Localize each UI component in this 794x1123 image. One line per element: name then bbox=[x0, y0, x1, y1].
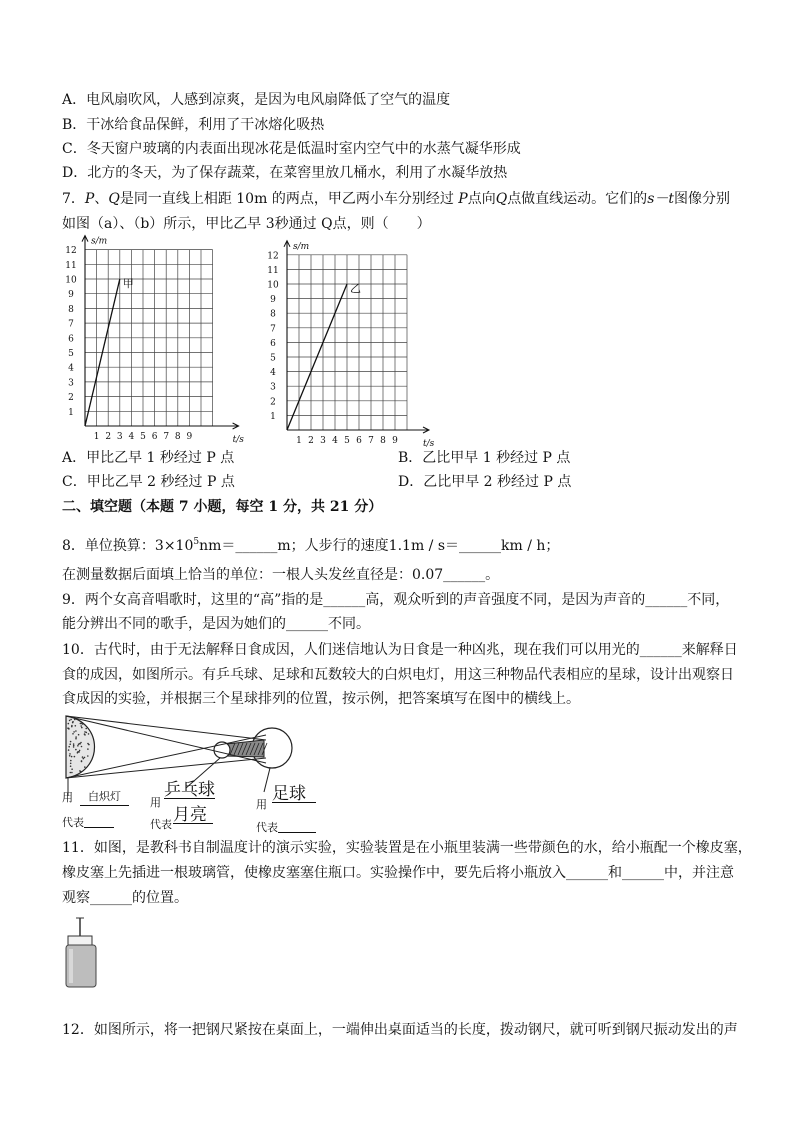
st-graph-a bbox=[58, 226, 253, 448]
lamp-dot bbox=[73, 745, 75, 747]
lamp-dot bbox=[79, 770, 81, 772]
lamp-dot bbox=[69, 753, 71, 755]
q8-prefix: 8．单位换算： bbox=[62, 538, 155, 554]
lamp-dot bbox=[74, 756, 76, 758]
q7-option-b: B．乙比甲早 1 秒经过 P 点 bbox=[398, 450, 571, 466]
x-tick-label: 2 bbox=[105, 432, 112, 442]
y-tick-label: 5 bbox=[68, 349, 74, 359]
q7-var-st: s－t bbox=[647, 191, 674, 207]
x-axis-label: t/s bbox=[423, 439, 435, 449]
x-tick-label: 8 bbox=[380, 436, 386, 446]
y-axis-label: s/m bbox=[91, 236, 108, 247]
lamp-dot bbox=[69, 720, 71, 722]
q9-line1: 9．两个女高音唱歌时，这里的“高”指的是______高，观众听到的声音强度不同，是因为声音的______不同， bbox=[62, 592, 730, 608]
q8-base: 3×10 bbox=[154, 538, 194, 554]
ball-answer-text: 乒乓球 bbox=[164, 780, 215, 800]
x-tick-label: 5 bbox=[140, 432, 146, 442]
lamp-dot bbox=[70, 772, 72, 774]
q7-option-d: D．乙比甲早 2 秒经过 P 点 bbox=[398, 474, 572, 490]
lamp-dot bbox=[79, 750, 81, 752]
x-tick-label: 5 bbox=[344, 436, 350, 446]
x-tick-label: 4 bbox=[128, 432, 135, 442]
rubber-stopper bbox=[68, 936, 92, 945]
section-title: 二、填空题（本题 7 小题，每空 1 分，共 21 分） bbox=[62, 499, 383, 515]
thermometer-bottle-diagram bbox=[60, 916, 105, 991]
y-tick-label: 4 bbox=[68, 363, 74, 374]
x-tick-label: 6 bbox=[356, 436, 362, 446]
eclipse-football-answer bbox=[272, 786, 316, 803]
lamp-dot bbox=[72, 733, 74, 735]
lamp-dot bbox=[70, 741, 72, 743]
lamp-dot bbox=[68, 723, 70, 725]
q7-text: 点向 bbox=[467, 191, 496, 207]
q10-line2: 食的成因，如图所示。有乒乓球、足球和瓦数较大的白炽电灯，用这三种物品代表相应的星球，设计出观察日 bbox=[62, 667, 734, 683]
eclipse-represent-label bbox=[62, 815, 114, 831]
lamp-dot bbox=[78, 734, 80, 736]
lamp-dot bbox=[75, 725, 77, 727]
answer-blank bbox=[84, 815, 114, 828]
y-tick-label: 3 bbox=[270, 382, 276, 393]
q7-text: 图像分别 bbox=[674, 191, 730, 207]
lamp-dot bbox=[71, 726, 73, 728]
y-tick-label: 11 bbox=[65, 260, 77, 271]
y-tick-label: 12 bbox=[65, 246, 77, 257]
lamp-dot bbox=[80, 725, 82, 727]
lamp-dot bbox=[70, 765, 72, 767]
q6-option-c: C．冬天窗户玻璃的内表面出现冰花是低温时室内空气中的水蒸气凝华形成 bbox=[62, 141, 521, 157]
q7-stem-line1 bbox=[62, 189, 730, 209]
lamp-dot bbox=[68, 746, 70, 748]
football-leader-line bbox=[264, 768, 270, 792]
y-tick-label: 2 bbox=[270, 397, 276, 408]
x-tick-label: 7 bbox=[163, 432, 170, 442]
eclipse-use-label: 用 bbox=[150, 796, 161, 809]
y-tick-label: 5 bbox=[270, 353, 276, 364]
x-tick-label: 3 bbox=[320, 436, 326, 446]
series-label: 乙 bbox=[350, 282, 361, 295]
q7-option-a: A．甲比乙早 1 秒经过 P 点 bbox=[62, 450, 235, 466]
q7-var-p: P bbox=[84, 191, 95, 207]
q6-option-b: B．干冰给食品保鲜，利用了干冰熔化吸热 bbox=[62, 117, 325, 133]
lamp-dot bbox=[85, 728, 87, 730]
eclipse-lamp-answer bbox=[80, 789, 129, 806]
answer-blank bbox=[278, 820, 316, 833]
y-tick-label: 7 bbox=[270, 324, 276, 335]
y-tick-label: 8 bbox=[68, 304, 74, 315]
q7-var-q: Q bbox=[495, 191, 508, 207]
lamp-dot bbox=[84, 733, 86, 735]
q7-var-q: Q bbox=[108, 191, 120, 207]
x-tick-label: 6 bbox=[151, 432, 158, 442]
lamp-dot bbox=[67, 727, 69, 729]
y-tick-label: 9 bbox=[270, 295, 276, 306]
lamp-dot bbox=[84, 766, 86, 768]
lamp-dot bbox=[78, 751, 80, 753]
lamp-dot bbox=[82, 723, 84, 725]
q8-line1 bbox=[62, 532, 559, 556]
q11-line2: 橡皮塞上先插进一根玻璃管，使橡皮塞塞住瓶口。实验操作中，要先后将小瓶放入______和______中，并注意 bbox=[62, 865, 734, 881]
q10-line1: 10．古代时，由于无法解释日食成因，人们迷信地认为日食是一种凶兆，现在我们可以用光的______来解释日 bbox=[62, 642, 738, 658]
eclipse-ball-answer bbox=[164, 782, 215, 799]
y-tick-label: 12 bbox=[267, 251, 279, 262]
y-tick-label: 1 bbox=[68, 407, 74, 418]
q7-var-p: P bbox=[458, 191, 468, 207]
x-tick-label: 3 bbox=[116, 432, 123, 442]
lamp-dot bbox=[88, 744, 90, 746]
lamp-dot bbox=[68, 749, 70, 751]
eclipse-represent-label: 代表 bbox=[150, 818, 172, 831]
lamp-dot bbox=[70, 719, 72, 721]
lamp-dot bbox=[78, 743, 80, 745]
q7-text: 、 bbox=[94, 191, 109, 207]
q9-line2: 能分辨出不同的歌手，是因为她们的______不同。 bbox=[62, 616, 370, 632]
x-tick-label: 7 bbox=[368, 436, 374, 446]
lamp-dot bbox=[88, 733, 90, 735]
lamp-dot bbox=[71, 772, 73, 774]
q6-option-d: D．北方的冬天，为了保存蔬菜，在菜窖里放几桶水，利用了水凝华放热 bbox=[62, 165, 508, 181]
light-ray bbox=[66, 716, 266, 763]
lamp-dot bbox=[75, 749, 77, 751]
x-tick-label: 2 bbox=[308, 436, 314, 446]
lamp-dot bbox=[75, 736, 77, 738]
q12-line1: 12．如图所示，将一把钢尺紧按在桌面上，一端伸出桌面适当的长度，拨动钢尺，就可听到钢尺振动发出的声 bbox=[62, 1022, 738, 1038]
x-tick-label: 1 bbox=[296, 436, 302, 446]
lamp-dot bbox=[84, 757, 86, 759]
lamp-dot bbox=[81, 746, 83, 748]
q10-line3: 食成因的实验，并根据三个星球排列的位置，按示例，把答案填写在图中的横线上。 bbox=[62, 691, 580, 707]
lamp-dot bbox=[80, 723, 82, 725]
y-tick-label: 11 bbox=[267, 265, 279, 276]
q8-suffix: nm＝______m；人步行的速度1.1m / s＝______km / h； bbox=[199, 538, 560, 554]
y-tick-label: 9 bbox=[68, 290, 74, 301]
y-tick-label: 6 bbox=[68, 334, 74, 345]
y-tick-label: 7 bbox=[68, 319, 74, 330]
x-tick-label: 9 bbox=[186, 432, 193, 442]
lamp-dot bbox=[74, 719, 76, 721]
eclipse-use-label: 用 bbox=[256, 798, 267, 811]
lamp-dot bbox=[77, 745, 79, 747]
lamp-dot bbox=[84, 731, 86, 733]
q7-option-c: C．甲比乙早 2 秒经过 P 点 bbox=[62, 474, 235, 490]
lamp-dot bbox=[71, 756, 73, 758]
q6-option-a: A．电风扇吹风，人感到凉爽，是因为电风扇降低了空气的温度 bbox=[62, 92, 451, 108]
lamp-dot bbox=[70, 760, 72, 762]
y-tick-label: 6 bbox=[270, 338, 276, 349]
lamp-dot bbox=[73, 746, 75, 748]
q7-text: 7． bbox=[62, 191, 85, 207]
st-graph-b bbox=[260, 230, 445, 452]
q11-line1: 11．如图，是教科书自制温度计的演示实验，实验装置是在小瓶里装满一些带颜色的水，给小瓶配一个橡皮塞， bbox=[62, 840, 752, 856]
lamp-dot bbox=[71, 768, 73, 770]
light-ray bbox=[66, 758, 266, 778]
y-tick-label: 8 bbox=[270, 309, 276, 320]
moon-answer-text: 月亮 bbox=[173, 807, 213, 824]
eclipse-represent-label bbox=[256, 820, 316, 836]
y-tick-label: 10 bbox=[65, 275, 77, 286]
y-tick-label: 10 bbox=[267, 280, 279, 291]
lamp-dot bbox=[70, 763, 72, 765]
lamp-dot bbox=[81, 760, 83, 762]
lamp-dot bbox=[82, 756, 84, 758]
x-tick-label: 9 bbox=[392, 436, 398, 446]
x-axis-label: t/s bbox=[232, 435, 244, 445]
football-answer-text: 足球 bbox=[272, 786, 316, 803]
lamp-dot bbox=[72, 722, 74, 724]
series-label: 甲 bbox=[122, 277, 134, 290]
represent-text: 代表 bbox=[62, 816, 84, 829]
lamp-bulb bbox=[66, 716, 95, 778]
lamp-dot bbox=[75, 730, 77, 732]
lamp-dot bbox=[87, 748, 89, 750]
q7-stem-line2: 如图（a）、（b）所示，甲比乙早 3秒通过 Q点，则（ ） bbox=[62, 216, 431, 232]
y-tick-label: 3 bbox=[68, 378, 74, 389]
lamp-dot bbox=[69, 755, 71, 757]
q7-text: 点做直线运动。它们的 bbox=[507, 191, 648, 207]
bottle-highlight bbox=[69, 949, 73, 983]
y-axis-label: s/m bbox=[293, 241, 310, 252]
x-tick-label: 1 bbox=[93, 432, 100, 442]
lamp-dot bbox=[81, 727, 83, 729]
q7-text: 是同一直线上相距 10m 的两点，甲乙两小车分别经过 bbox=[119, 191, 459, 207]
y-tick-label: 4 bbox=[270, 368, 276, 379]
lamp-dot bbox=[73, 743, 75, 745]
represent-text: 代表 bbox=[256, 821, 278, 834]
y-tick-label: 1 bbox=[270, 411, 276, 422]
y-tick-label: 2 bbox=[68, 393, 74, 404]
eclipse-moon-answer bbox=[173, 807, 213, 824]
lamp-dot bbox=[87, 755, 89, 757]
lamp-dot bbox=[75, 738, 77, 740]
eclipse-use-label: 用 bbox=[62, 791, 73, 804]
lamp-answer-text: 白炽灯 bbox=[80, 789, 129, 806]
q8-line2: 在测量数据后面填上恰当的单位：一根人头发丝直径是：0.07______。 bbox=[62, 567, 500, 583]
lamp-dot bbox=[69, 743, 71, 745]
lamp-dot bbox=[73, 731, 75, 733]
q8-exponent: 5 bbox=[193, 537, 200, 547]
x-tick-label: 4 bbox=[332, 436, 338, 446]
x-tick-label: 8 bbox=[174, 432, 181, 442]
q11-line3: 观察______的位置。 bbox=[62, 890, 188, 906]
lamp-dot bbox=[83, 758, 85, 760]
light-ray bbox=[66, 716, 266, 740]
